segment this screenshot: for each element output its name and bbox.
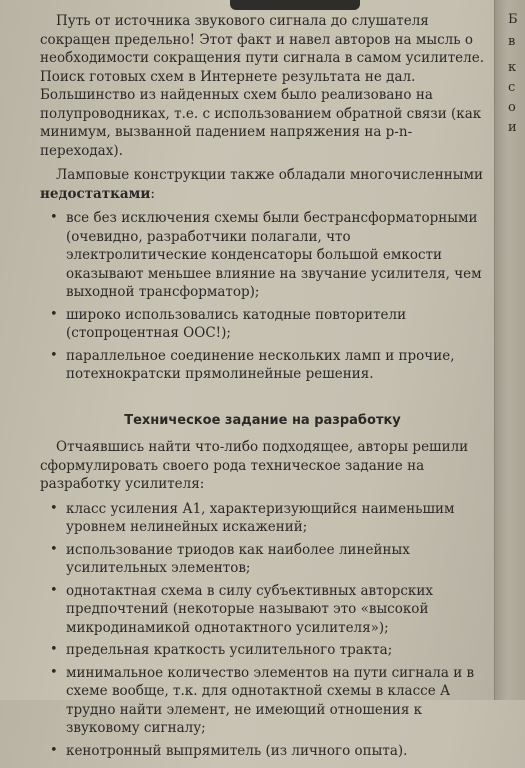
list-item-text: все без исключения схемы были бестрансформаторными (очевидно, разработчики полагали, что электролитические конденсаторы большой емкости оказывают меньшее влияние на звучание усилителя, чем выходной трансформатор); [66,210,482,300]
bullet-icon: • [50,582,58,598]
list-item [40,582,485,638]
bullet-icon: • [50,210,58,225]
section-heading: Техническое задание на разработку [124,412,401,428]
bullet-icon: • [50,541,58,557]
bold-term: недостатками [40,185,151,202]
bullet-icon: • [50,664,58,680]
list-item [40,641,485,660]
list-item [40,306,485,343]
edge-letter: и [508,120,517,135]
bullet-icon: • [50,742,58,758]
edge-letter: о [508,100,516,115]
list-item-text: использование триодов как наиболее линейных усилительных элементов; [66,541,410,576]
bullet-icon: • [50,500,58,516]
paragraph-text: Ламповые конструкции также обладали многочисленными [56,167,484,183]
edge-letter: к [508,60,517,75]
paragraph-colon: : [150,185,155,202]
paragraph-drawbacks-intro [40,166,485,203]
list-item-text: широко использовались катодные повторители (стопроцентная ООС!); [66,306,407,341]
bullet-icon: • [50,347,58,363]
drawbacks-list [40,209,485,384]
requirements-list [40,500,485,761]
top-dark-band [230,0,360,10]
edge-letter: Б [508,12,518,27]
list-item [40,742,485,761]
list-item-text: кенотронный выпрямитель (из личного опыта). [66,742,408,759]
list-item [40,541,485,578]
list-item [40,500,485,537]
list-item-text: класс усиления А1, характеризующийся наименьшим уровнем нелинейных искажений; [66,500,455,535]
list-item [40,664,485,738]
bullet-icon: • [50,642,58,657]
paragraph-requirements-intro: Отчаявшись найти что-либо подходящее, авторы решили сформулировать своего рода техническое задание на разработку усилителя: [40,439,469,492]
edge-letter: с [508,80,516,95]
bullet-icon: • [50,306,58,322]
edge-letter: в [508,34,516,49]
list-item [40,347,485,384]
list-item-text: параллельное соединение нескольких ламп и прочие, потехнократски прямолинейные решения. [66,347,455,382]
list-item [40,209,485,302]
list-item-text: однотактная схема в силу субъективных авторских предпочтений (некоторые называют это «высокой микродинамикой однотактного усилителя»); [66,582,433,636]
book-page [40,12,485,768]
list-item-text: предельная краткость усилительного тракта; [66,642,393,658]
list-item-text: минимальное количество элементов на пути сигнала и в схеме вообще, т.к. для однотактной схемы в классе А трудно найти элемент, не имеющий отношения к звуковому сигналу; [66,664,475,736]
paragraph-intro: Путь от источника звукового сигнала до слушателя сокращен предельно! Этот факт и навел авторов на мысль о необходимости сокращения пути сигнала в самом усилителе. Поиск готовых схем в Интернете результата не дал. Большинство из найденных схем было реализовано на полупроводниках, т.е. с использованием обратной связи (как минимум, вызванной падением напряжения на p-n-переходах). [40,13,485,159]
